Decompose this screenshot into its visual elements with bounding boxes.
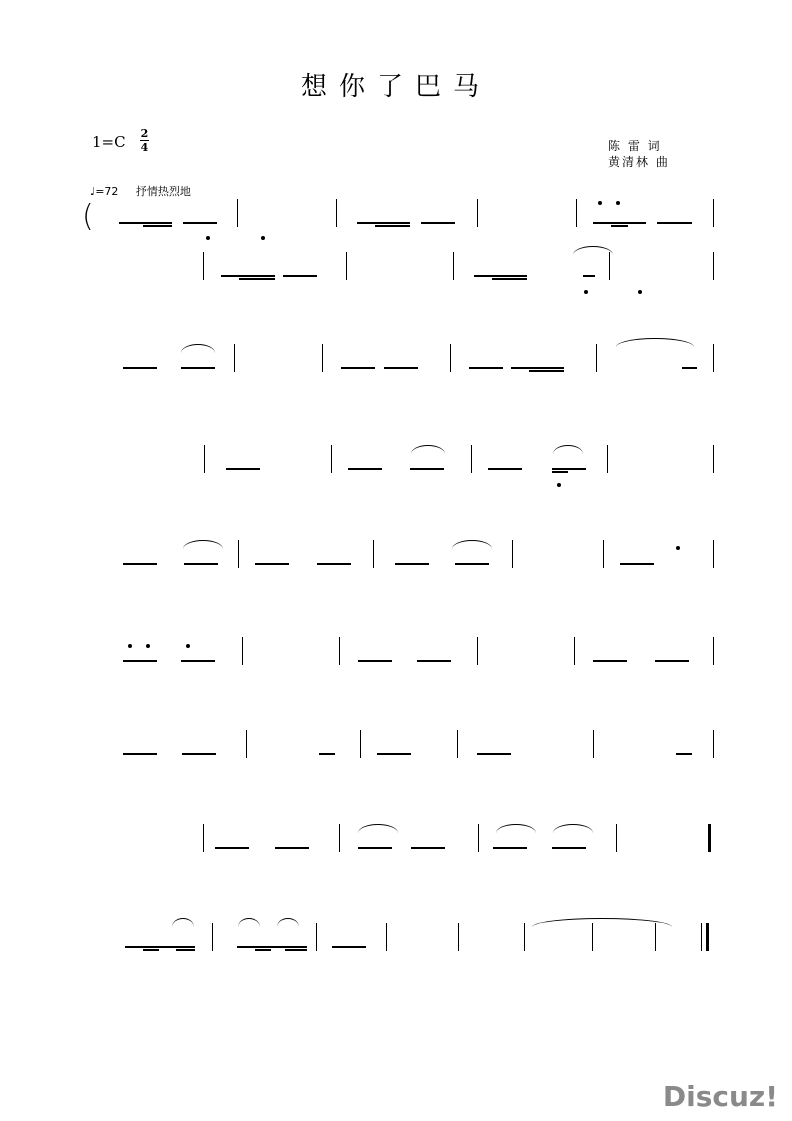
barline [322, 344, 323, 372]
barline [458, 923, 459, 951]
beam-underline [593, 660, 627, 662]
beam-underline [183, 222, 217, 224]
page-title: 想你了巴马 [300, 72, 491, 102]
beam-underline [123, 563, 157, 565]
octave-dot [616, 201, 620, 205]
time-signature-top: 2 [140, 127, 149, 140]
time-signature [140, 128, 149, 153]
beam-underline [358, 660, 392, 662]
tempo-marking [90, 183, 191, 199]
final-barline-thin [701, 923, 702, 951]
beam-underline [184, 563, 218, 565]
final-barline [706, 923, 709, 951]
slur-tie [277, 918, 299, 927]
beam-underline [283, 275, 317, 277]
octave-dot [584, 290, 588, 294]
beam-underline [319, 753, 335, 755]
beam-underline [611, 225, 628, 227]
repeat-end-bar [708, 824, 711, 852]
beam-underline [552, 471, 568, 473]
beam-underline [493, 847, 527, 849]
beam-underline [123, 367, 157, 369]
beam-underline [477, 753, 511, 755]
slur-tie [553, 824, 593, 833]
beam-underline [182, 753, 216, 755]
barline [616, 824, 617, 852]
slur-tie [181, 344, 215, 353]
beam-underline [119, 222, 172, 224]
barline [603, 540, 604, 568]
octave-dot [128, 644, 132, 648]
slur-tie [573, 246, 613, 255]
barline [713, 252, 714, 280]
barline [450, 344, 451, 372]
expression-marking: 抒情热烈地 [135, 185, 191, 198]
beam-underline [215, 847, 249, 849]
beam-underline [255, 563, 289, 565]
opening-paren: ( [82, 199, 94, 234]
beam-underline [341, 367, 375, 369]
beam-underline [655, 660, 689, 662]
barline [576, 199, 577, 227]
barline [316, 923, 317, 951]
barline [713, 199, 714, 227]
barline [238, 540, 239, 568]
beam-underline [529, 370, 564, 372]
slur-tie [172, 918, 194, 927]
beam-underline [358, 847, 392, 849]
barline [339, 824, 340, 852]
beam-underline [410, 468, 444, 470]
beam-underline [552, 847, 586, 849]
barline [242, 637, 243, 665]
slur-tie [411, 445, 445, 454]
barline [478, 824, 479, 852]
beam-underline [682, 367, 697, 369]
barline [592, 923, 593, 951]
slur-tie [616, 338, 694, 347]
octave-dot [186, 644, 190, 648]
beam-underline [657, 222, 692, 224]
octave-dot [598, 201, 602, 205]
barline [713, 445, 714, 473]
barline [713, 344, 714, 372]
barline [596, 344, 597, 372]
beam-underline [384, 367, 418, 369]
barline [346, 252, 347, 280]
beam-underline [492, 278, 527, 280]
barline [453, 252, 454, 280]
beam-underline [676, 753, 692, 755]
beam-underline [348, 468, 382, 470]
slur-tie [452, 540, 492, 549]
beam-underline [583, 275, 595, 277]
beam-underline [123, 753, 157, 755]
barline [574, 637, 575, 665]
barline [713, 540, 714, 568]
octave-dot [206, 236, 210, 240]
beam-underline [123, 660, 157, 662]
beam-underline [455, 563, 489, 565]
barline [655, 923, 656, 951]
beam-underline [143, 949, 159, 951]
beam-underline [411, 847, 445, 849]
octave-dot [557, 483, 561, 487]
barline [373, 540, 374, 568]
lyricist-credit: 陈 雷 词 [608, 139, 662, 153]
octave-dot [146, 644, 150, 648]
slur-tie [238, 918, 260, 927]
octave-dot [638, 290, 642, 294]
watermark: Discuz! [662, 1080, 778, 1113]
beam-underline [143, 225, 172, 227]
beam-underline [593, 222, 646, 224]
barline [457, 730, 458, 758]
barline [246, 730, 247, 758]
barline [203, 252, 204, 280]
beam-underline [511, 367, 564, 369]
barline [713, 730, 714, 758]
barline [237, 199, 238, 227]
octave-dot [261, 236, 265, 240]
beam-underline [125, 946, 195, 948]
octave-dot [676, 546, 680, 550]
beam-underline [237, 946, 307, 948]
barline [512, 540, 513, 568]
barline [477, 199, 478, 227]
beam-underline [226, 468, 260, 470]
beam-underline [239, 278, 275, 280]
beam-underline [255, 949, 271, 951]
beam-underline [181, 660, 215, 662]
barline [477, 637, 478, 665]
barline [212, 923, 213, 951]
beam-underline [181, 367, 215, 369]
beam-underline [357, 222, 410, 224]
barline [203, 824, 204, 852]
beam-underline [620, 563, 654, 565]
barline [609, 252, 610, 280]
barline [331, 445, 332, 473]
key-signature: 1=C [92, 133, 126, 151]
barline [204, 445, 205, 473]
beam-underline [421, 222, 455, 224]
time-signature-bottom: 4 [140, 141, 149, 154]
barline [336, 199, 337, 227]
slur-tie [553, 445, 583, 454]
beam-underline [377, 753, 411, 755]
slur-tie [496, 824, 536, 833]
barline [360, 730, 361, 758]
barline [607, 445, 608, 473]
barline [339, 637, 340, 665]
barline [593, 730, 594, 758]
composer-credit: 黄清林 曲 [608, 155, 670, 169]
barline [471, 445, 472, 473]
beam-underline [317, 563, 351, 565]
beam-underline [285, 949, 307, 951]
beam-underline [275, 847, 309, 849]
beam-underline [417, 660, 451, 662]
tempo-value: ♩=72 [90, 185, 119, 198]
beam-underline [552, 468, 586, 470]
beam-underline [221, 275, 275, 277]
slur-tie [358, 824, 398, 833]
slur-tie [532, 918, 672, 927]
slur-tie [183, 540, 223, 549]
beam-underline [375, 225, 410, 227]
barline [386, 923, 387, 951]
barline [713, 637, 714, 665]
beam-underline [176, 949, 195, 951]
barline [524, 923, 525, 951]
beam-underline [474, 275, 527, 277]
barline [234, 344, 235, 372]
beam-underline [469, 367, 503, 369]
beam-underline [395, 563, 429, 565]
beam-underline [488, 468, 522, 470]
beam-underline [332, 946, 366, 948]
